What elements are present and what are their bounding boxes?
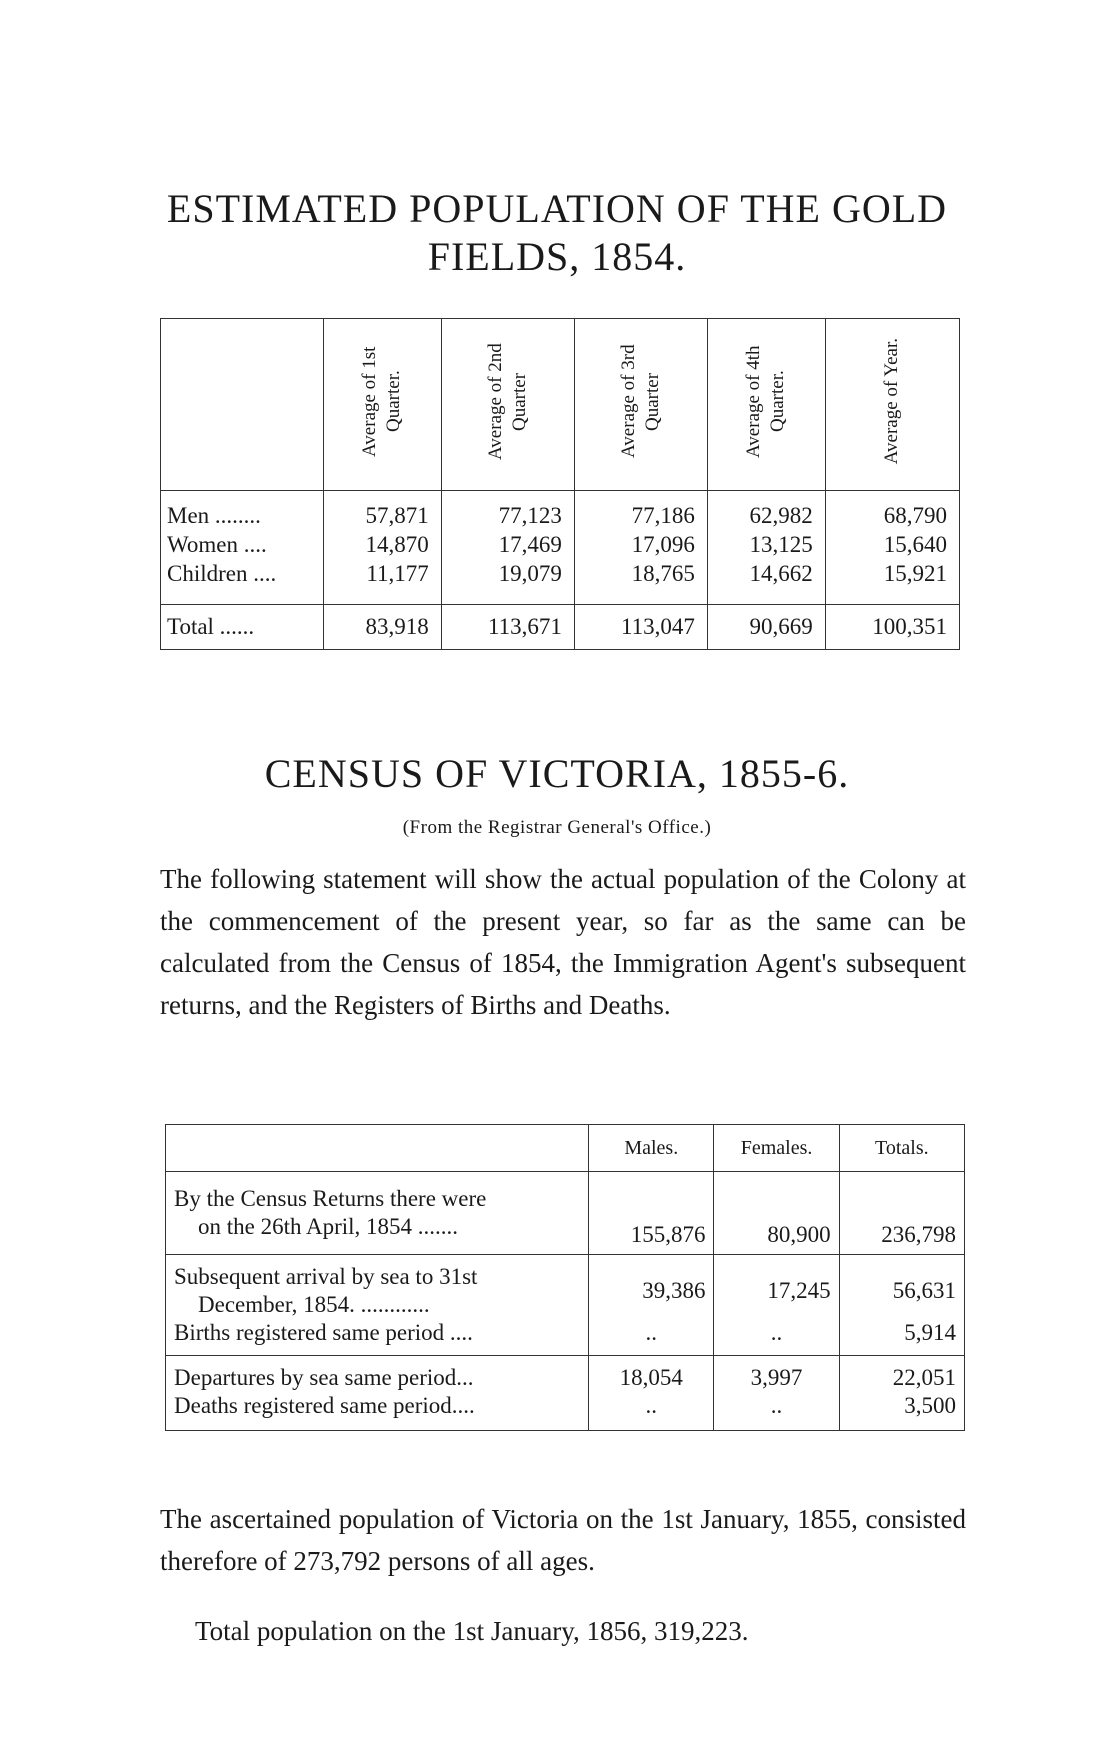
row-label-total: Total ...... xyxy=(161,605,324,650)
cell-totals: 236,798 xyxy=(839,1172,964,1255)
census-total-line: Total population on the 1st January, 1856, 319,223. xyxy=(195,1616,749,1646)
cell: 11,177 xyxy=(324,559,442,588)
row-description-line2: on the 26th April, 1854 ....... xyxy=(198,1214,459,1239)
header-year: Average of Year. xyxy=(825,319,959,491)
row-description: Deaths registered same period.... xyxy=(166,1392,589,1431)
header-q4: Average of 4th Quarter. xyxy=(707,319,825,491)
census-corner-cell xyxy=(166,1125,589,1172)
total-cell: 113,047 xyxy=(574,605,707,650)
cell-females: .. xyxy=(714,1319,839,1356)
gold-fields-corner-cell xyxy=(161,319,324,491)
row-description xyxy=(166,1172,589,1255)
cell: 68,790 xyxy=(825,491,959,531)
table-row xyxy=(166,1172,965,1255)
row-description-line2: December, 1854. ............ xyxy=(198,1292,430,1317)
cell-totals: 56,631 xyxy=(839,1255,964,1320)
row-description-line1: By the Census Returns there were xyxy=(174,1186,487,1211)
table-row xyxy=(166,1319,965,1356)
row-label-women: Women .... xyxy=(161,530,324,559)
header-q3: Average of 3rd Quarter xyxy=(574,319,707,491)
row-label-children: Children .... xyxy=(161,559,324,588)
cell: 17,096 xyxy=(574,530,707,559)
census-header-row xyxy=(166,1125,965,1172)
census-conclusion: The ascertained population of Victoria on the 1st January, 1855, consisted therefore of 273,792 persons of all ages. xyxy=(160,1504,966,1576)
header-q1: Average of 1st Quarter. xyxy=(324,319,442,491)
census-source: (From the Registrar General's Office.) xyxy=(402,817,712,838)
header-males: Males. xyxy=(589,1125,714,1172)
census-table xyxy=(165,1124,965,1431)
cell-males: 39,386 xyxy=(589,1255,714,1320)
cell: 17,469 xyxy=(441,530,574,559)
cell: 15,921 xyxy=(825,559,959,588)
cell-males: 18,054 xyxy=(589,1356,714,1393)
spacer-cell xyxy=(825,588,959,605)
table-row xyxy=(161,530,960,559)
cell: 14,662 xyxy=(707,559,825,588)
gold-fields-title-line1: ESTIMATED POPULATION OF THE GOLD xyxy=(166,186,948,231)
cell-males: .. xyxy=(589,1392,714,1431)
spacer-row xyxy=(161,588,960,605)
cell-females: 17,245 xyxy=(714,1255,839,1320)
cell-females: 3,997 xyxy=(714,1356,839,1393)
cell: 62,982 xyxy=(707,491,825,531)
header-females: Females. xyxy=(714,1125,839,1172)
header-q2: Average of 2nd Quarter xyxy=(441,319,574,491)
cell: 14,870 xyxy=(324,530,442,559)
gold-fields-table xyxy=(160,318,960,650)
cell: 15,640 xyxy=(825,530,959,559)
spacer-cell xyxy=(574,588,707,605)
spacer-cell xyxy=(707,588,825,605)
row-description-line1: Subsequent arrival by sea to 31st xyxy=(174,1264,478,1289)
spacer-cell xyxy=(324,588,442,605)
cell-females: 80,900 xyxy=(714,1172,839,1255)
total-cell: 90,669 xyxy=(707,605,825,650)
gold-fields-title xyxy=(120,185,994,281)
gold-fields-title-line2: FIELDS, 1854. xyxy=(427,234,687,279)
total-cell: 100,351 xyxy=(825,605,959,650)
table-row xyxy=(166,1392,965,1431)
row-description: Births registered same period .... xyxy=(166,1319,589,1356)
table-row xyxy=(166,1255,965,1320)
cell-males: 155,876 xyxy=(589,1172,714,1255)
cell: 18,765 xyxy=(574,559,707,588)
row-label-men: Men ........ xyxy=(161,491,324,531)
cell: 77,186 xyxy=(574,491,707,531)
row-description xyxy=(166,1255,589,1320)
table-row xyxy=(166,1356,965,1393)
cell-totals: 22,051 xyxy=(839,1356,964,1393)
total-cell: 83,918 xyxy=(324,605,442,650)
cell-totals: 5,914 xyxy=(839,1319,964,1356)
row-description: Departures by sea same period... xyxy=(166,1356,589,1393)
census-title: CENSUS OF VICTORIA, 1855-6. xyxy=(264,751,850,796)
spacer-cell xyxy=(161,588,324,605)
cell: 77,123 xyxy=(441,491,574,531)
cell-males: .. xyxy=(589,1319,714,1356)
census-intro: The following statement will show the actual population of the Colony at the commencement of the present year, so far as the same can be calculated from the Census of 1854, the Immigration Agent's subsequent returns, and the Registers of Births and Deaths. xyxy=(160,864,966,1020)
table-row xyxy=(161,559,960,588)
cell-totals: 3,500 xyxy=(839,1392,964,1431)
gold-fields-header-row xyxy=(161,319,960,491)
total-cell: 113,671 xyxy=(441,605,574,650)
table-row xyxy=(161,491,960,531)
cell: 57,871 xyxy=(324,491,442,531)
cell-females: .. xyxy=(714,1392,839,1431)
cell: 19,079 xyxy=(441,559,574,588)
cell: 13,125 xyxy=(707,530,825,559)
spacer-cell xyxy=(441,588,574,605)
header-totals: Totals. xyxy=(839,1125,964,1172)
total-row xyxy=(161,605,960,650)
